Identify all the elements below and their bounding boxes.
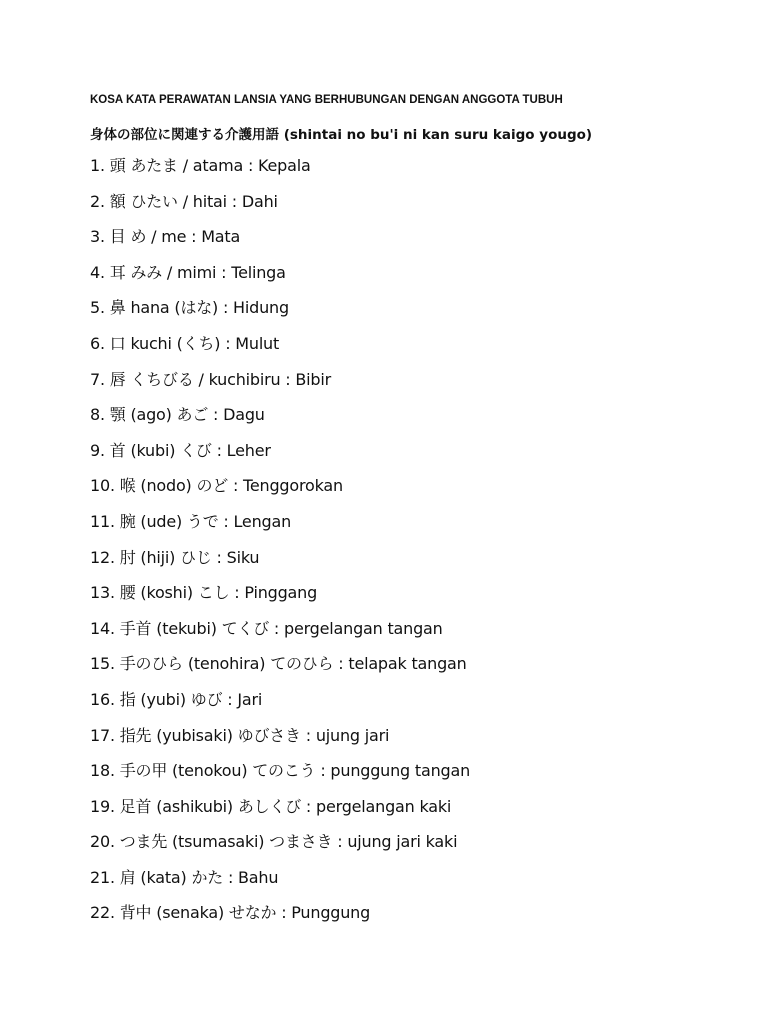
vocab-item: 8. 顎 (ago) あご : Dagu (90, 405, 265, 425)
vocab-item: 5. 鼻 hana (はな) : Hidung (90, 298, 289, 318)
vocab-item: 20. つま先 (tsumasaki) つまさき : ujung jari kaki (90, 832, 458, 852)
vocab-item: 14. 手首 (tekubi) てくび : pergelangan tangan (90, 618, 443, 638)
vocab-item: 11. 腕 (ude) うで : Lengan (90, 511, 292, 531)
vocab-item: 6. 口 kuchi (くち) : Mulut (90, 333, 280, 353)
vocab-item: 9. 首 (kubi) くび : Leher (90, 440, 271, 460)
vocab-item: 3. 目 め / me : Mata (90, 227, 241, 247)
document-subtitle: 身体の部位に関連する介護用語 (shintai no bu'i ni kan suru kaigo yougo) (90, 127, 593, 143)
vocab-item: 10. 喉 (nodo) のど : Tenggorokan (90, 476, 343, 496)
vocab-item: 2. 額 ひたい / hitai : Dahi (90, 191, 278, 211)
vocab-item: 4. 耳 みみ / mimi : Telinga (90, 262, 286, 282)
vocab-item: 1. 頭 あたま / atama : Kepala (90, 156, 311, 175)
vocab-item: 7. 唇 くちびる / kuchibiru : Bibir (90, 369, 331, 389)
vocab-item: 13. 腰 (koshi) こし : Pinggang (90, 583, 318, 603)
vocab-item: 19. 足首 (ashikubi) あしくび : pergelangan kaki (90, 796, 452, 816)
vocab-item: 12. 肘 (hiji) ひじ : Siku (90, 547, 260, 567)
vocabulary-list (90, 155, 470, 938)
document-title: KOSA KATA PERAWATAN LANSIA YANG BERHUBUNGAN DENGAN ANGGOTA TUBUH (90, 94, 563, 106)
vocab-item: 15. 手のひら (tenohira) てのひら : telapak tangan (90, 654, 467, 674)
vocab-item: 18. 手の甲 (tenokou) てのこう : punggung tangan (90, 761, 471, 781)
vocab-item: 22. 背中 (senaka) せなか : Punggung (90, 903, 371, 923)
vocab-item: 17. 指先 (yubisaki) ゆびさき : ujung jari (90, 725, 390, 745)
vocab-item: 16. 指 (yubi) ゆび : Jari (90, 689, 263, 709)
vocab-item: 21. 肩 (kata) かた : Bahu (90, 867, 279, 887)
